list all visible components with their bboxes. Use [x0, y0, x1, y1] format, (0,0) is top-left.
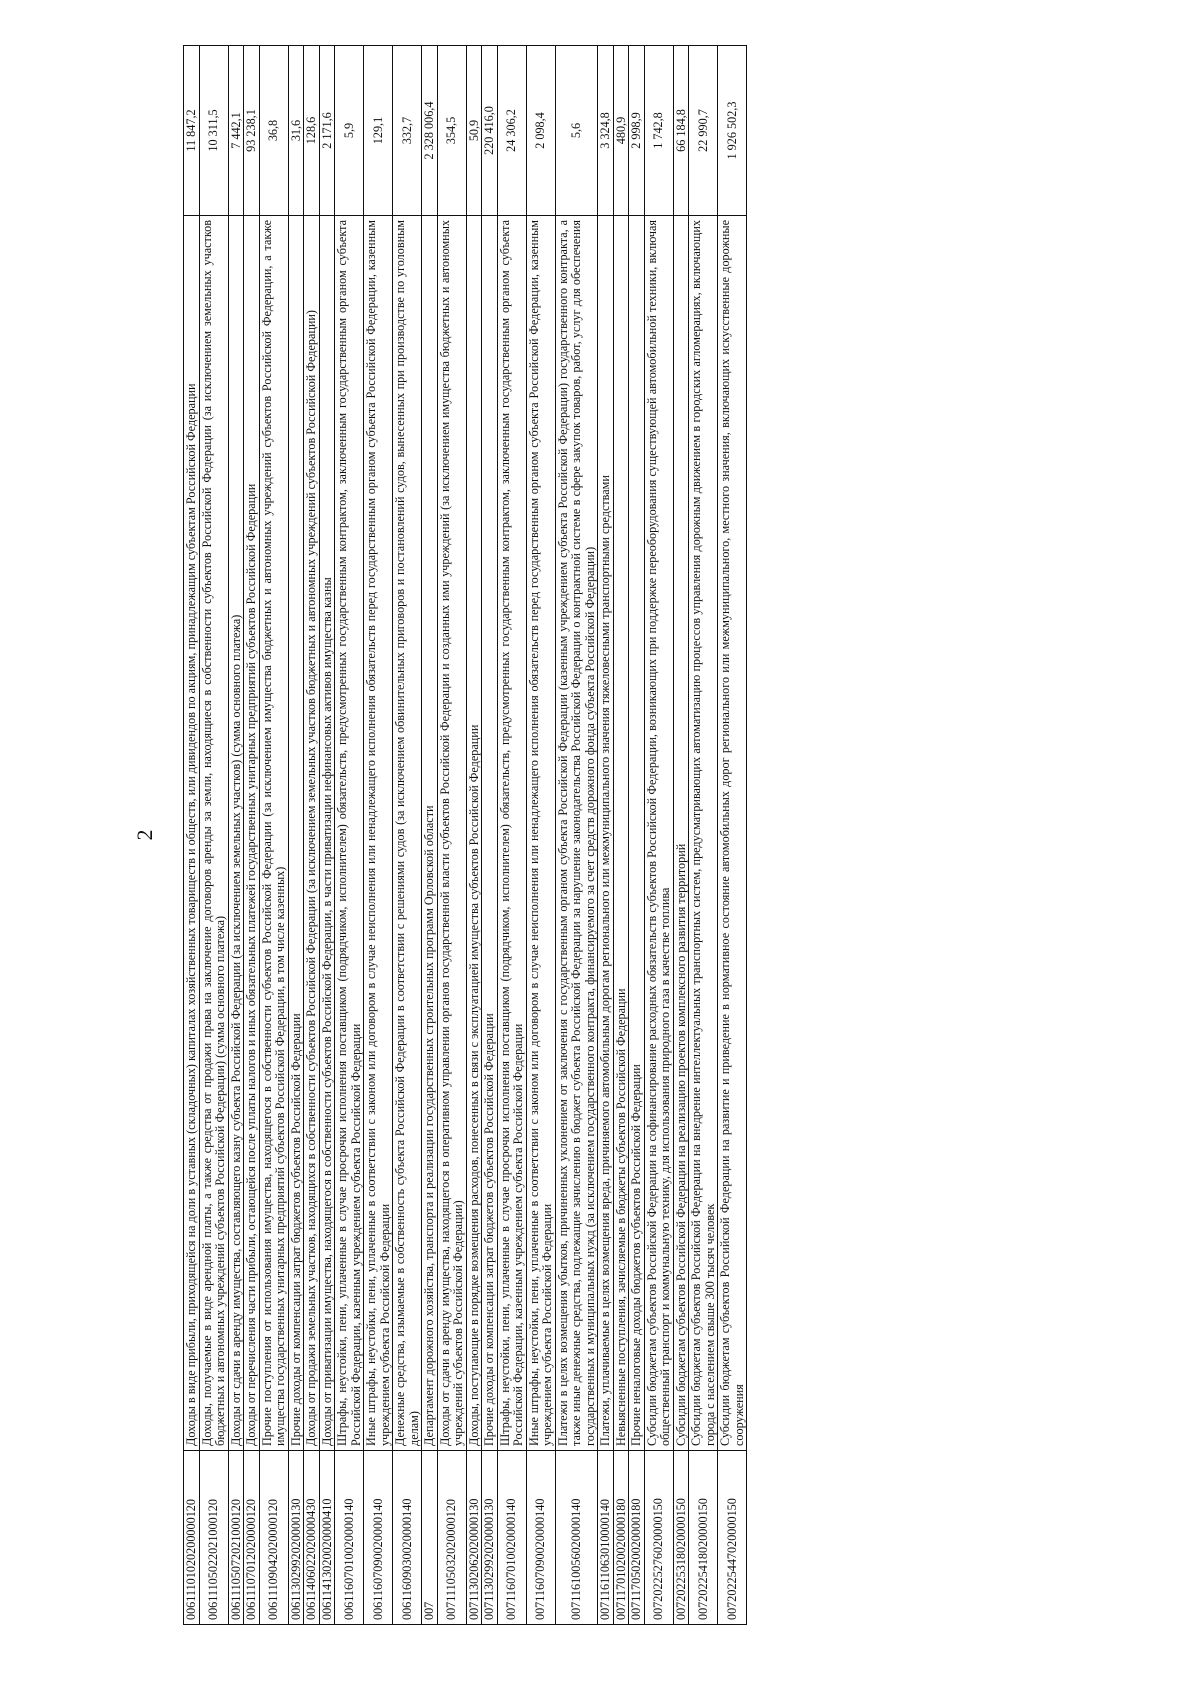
- amount-cell: 332,7: [393, 46, 422, 216]
- code-cell: 00611302992020000130: [288, 1451, 304, 1625]
- amount-cell: 220 416,0: [482, 46, 498, 216]
- amount-cell: 129,1: [364, 46, 393, 216]
- code-cell: 00611413020020000410: [319, 1451, 335, 1625]
- description-cell: Субсидии бюджетам субъектов Российской Федерации на софинансирование расходных обязательств субъектов Российской Федерации, возникающих при поддержке переоборудования существующей автомобильной техники, включая общественный транспорт и коммунальную технику, для использования природного газа в качестве топлива: [644, 216, 673, 1451]
- table-row: [259, 46, 288, 1625]
- description-cell: Прочие поступления от использования имущества, находящегося в собственности субъектов Российской Федерации (за исключением имущества бюджетных и автономных учреждений субъектов Российской Федерации, а также имущества государственных унитарных предприятий субъектов Российской Федерации, в том числе казенных): [259, 216, 288, 1451]
- table-row: [422, 46, 438, 1625]
- table-row: [244, 46, 260, 1625]
- description-cell: Штрафы, неустойки, пени, уплаченные в случае просрочки исполнения поставщиком (подрядчиком, исполнителем) обязательств, предусмотренных государственным контрактом, заключенным государственным органом субъекта Российской Федерации, казенным учреждением субъекта Российской Федерации: [335, 216, 364, 1451]
- description-cell: Субсидии бюджетам субъектов Российской Федерации на реализацию проектов комплексного развития территорий: [673, 216, 689, 1451]
- amount-cell: 2 171,6: [319, 46, 335, 216]
- table-row: [555, 46, 598, 1625]
- table-row: [689, 46, 718, 1625]
- table-row: [184, 46, 200, 1625]
- code-cell: 00711611063010000140: [598, 1451, 614, 1625]
- table-row: [482, 46, 498, 1625]
- table-row: [304, 46, 320, 1625]
- amount-cell: 10 311,5: [199, 46, 228, 216]
- amount-cell: 22 990,7: [689, 46, 718, 216]
- code-cell: 00720225447020000150: [718, 1451, 747, 1625]
- code-cell: 00720225276020000150: [644, 1451, 673, 1625]
- code-cell: 00611609030020000140: [393, 1451, 422, 1625]
- code-cell: 00611109042020000120: [259, 1451, 288, 1625]
- table-row: [319, 46, 335, 1625]
- table-row: [629, 46, 645, 1625]
- description-cell: Прочие неналоговые доходы бюджетов субъектов Российской Федерации: [629, 216, 645, 1451]
- amount-cell: 5,6: [555, 46, 598, 216]
- code-cell: 00611105022021000120: [199, 1451, 228, 1625]
- code-cell: 00711302062020000130: [466, 1451, 482, 1625]
- table-row: [718, 46, 747, 1625]
- amount-cell: 1 926 502,3: [718, 46, 747, 216]
- description-cell: Прочие доходы от компенсации затрат бюджетов субъектов Российской Федерации: [288, 216, 304, 1451]
- table-row: [364, 46, 393, 1625]
- code-cell: 00711607090020000140: [526, 1451, 555, 1625]
- table-row: [288, 46, 304, 1625]
- code-cell: 00711705020020000180: [629, 1451, 645, 1625]
- page-number: 2: [132, 829, 157, 841]
- code-cell: 00711610056020000140: [555, 1451, 598, 1625]
- code-cell: 00611107012020000120: [244, 1451, 260, 1625]
- description-cell: Доходы в виде прибыли, приходящейся на доли в уставных (складочных) капиталах хозяйственных товариществ и обществ, или дивидендов по акциям, принадлежащим субъектам Российской Федерации: [184, 216, 200, 1451]
- table-row: [497, 46, 526, 1625]
- description-cell: Департамент дорожного хозяйства, транспорта и реализации государственных строительных программ Орловской области: [422, 216, 438, 1451]
- table-row: [466, 46, 482, 1625]
- table-row: [613, 46, 629, 1625]
- rotated-page: [125, 45, 1145, 1625]
- table-body: [184, 46, 747, 1625]
- amount-cell: 36,8: [259, 46, 288, 216]
- amount-cell: 31,6: [288, 46, 304, 216]
- description-cell: Доходы, поступающие в порядке возмещения расходов, понесенных в связи с эксплуатацией имущества субъектов Российской Федерации: [466, 216, 482, 1451]
- description-cell: Иные штрафы, неустойки, пени, уплаченные в соответствии с законом или договором в случае неисполнения или ненадлежащего исполнения обязательств перед государственным органом субъекта Российской Федерации, казенным учреждением субъекта Российской Федерации: [526, 216, 555, 1451]
- amount-cell: 128,6: [304, 46, 320, 216]
- description-cell: Доходы от приватизации имущества, находящегося в собственности субъектов Российской Федерации, в части приватизации нефинансовых активов имущества казны: [319, 216, 335, 1451]
- code-cell: 00711607010020000140: [497, 1451, 526, 1625]
- description-cell: Доходы от продажи земельных участков, находящихся в собственности субъектов Российской Федерации (за исключением земельных участков бюджетных и автономных учреждений субъектов Российской Федерации): [304, 216, 320, 1451]
- table-row: [199, 46, 228, 1625]
- amount-cell: 11 847,2: [184, 46, 200, 216]
- description-cell: Невыясненные поступления, зачисляемые в бюджеты субъектов Российской Федерации: [613, 216, 629, 1451]
- table-row: [644, 46, 673, 1625]
- table-row: [228, 46, 244, 1625]
- description-cell: Иные штрафы, неустойки, пени, уплаченные в соответствии с законом или договором в случае неисполнения или ненадлежащего исполнения обязательств перед государственным органом субъекта Российской Федерации, казенным учреждением субъекта Российской Федерации: [364, 216, 393, 1451]
- amount-cell: 354,5: [437, 46, 466, 216]
- code-cell: 00711302992020000130: [482, 1451, 498, 1625]
- description-cell: Прочие доходы от компенсации затрат бюджетов субъектов Российской Федерации: [482, 216, 498, 1451]
- table-row: [673, 46, 689, 1625]
- amount-cell: 3 324,8: [598, 46, 614, 216]
- code-cell: 00611607090020000140: [364, 1451, 393, 1625]
- description-cell: Субсидии бюджетам субъектов Российской Федерации на внедрение интеллектуальных транспортных систем, предусматривающих автоматизацию процессов управления дорожным движением в городских агломерациях, включающих города с населением свыше 300 тысяч человек: [689, 216, 718, 1451]
- table-row: [393, 46, 422, 1625]
- amount-cell: 2 998,9: [629, 46, 645, 216]
- code-cell: 007: [422, 1451, 438, 1625]
- code-cell: 00611406022020000430: [304, 1451, 320, 1625]
- code-cell: 00611607010020000140: [335, 1451, 364, 1625]
- amount-cell: 50,9: [466, 46, 482, 216]
- amount-cell: 7 442,1: [228, 46, 244, 216]
- description-cell: Штрафы, неустойки, пени, уплаченные в случае просрочки исполнения поставщиком (подрядчиком, исполнителем) обязательств, предусмотренных государственным контрактом, заключенным государственным органом субъекта Российской Федерации, казенным учреждением субъекта Российской Федерации: [497, 216, 526, 1451]
- description-cell: Субсидии бюджетам субъектов Российской Федерации на развитие и приведение в нормативное состояние автомобильных дорог регионального или межмуниципального, местного значения, включающих искусственные дорожные сооружения: [718, 216, 747, 1451]
- description-cell: Доходы от перечисления части прибыли, остающейся после уплаты налогов и иных обязательных платежей государственных унитарных предприятий субъектов Российской Федерации: [244, 216, 260, 1451]
- code-cell: 00720225418020000150: [689, 1451, 718, 1625]
- amount-cell: 66 184,8: [673, 46, 689, 216]
- description-cell: Платежи, уплачиваемые в целях возмещения вреда, причиняемого автомобильным дорогам регионального или межмуниципального значения тяжеловесными транспортными средствами: [598, 216, 614, 1451]
- amount-cell: 480,9: [613, 46, 629, 216]
- description-cell: Доходы от сдачи в аренду имущества, составляющего казну субъекта Российской Федерации (за исключением земельных участков) (сумма основного платежа): [228, 216, 244, 1451]
- amount-cell: 2 098,4: [526, 46, 555, 216]
- code-cell: 00720225318020000150: [673, 1451, 689, 1625]
- description-cell: Платежи в целях возмещения убытков, причиненных уклонением от заключения с государственным органом субъекта Российской Федерации (казенным учреждением субъекта Российской Федерации) государственного контракта, а также иные денежные средства, подлежащие зачислению в бюджет субъекта Российской Федерации за нарушение законодательства Российской Федерации о контрактной системе в сфере закупок товаров, работ, услуг для обеспечения государственных и муниципальных нужд (за исключением государственного контракта, финансируемого за счет средств дорожного фонда субъекта Российской Федерации): [555, 216, 598, 1451]
- amount-cell: 5,9: [335, 46, 364, 216]
- description-cell: Доходы, получаемые в виде арендной платы, а также средства от продажи права на заключение договоров аренды за земли, находящиеся в собственности субъектов Российской Федерации (за исключением земельных участков бюджетных и автономных учреждений субъектов Российской Федерации) (сумма основного платежа): [199, 216, 228, 1451]
- code-cell: 00611101020200000120: [184, 1451, 200, 1625]
- description-cell: Доходы от сдачи в аренду имущества, находящегося в оперативном управлении органов государственной власти субъектов Российской Федерации и созданных ими учреждений (за исключением имущества бюджетных и автономных учреждений субъектов Российской Федерации): [437, 216, 466, 1451]
- amount-cell: 24 306,2: [497, 46, 526, 216]
- revenue-table: [183, 45, 747, 1625]
- table-row: [335, 46, 364, 1625]
- code-cell: 00611105072021000120: [228, 1451, 244, 1625]
- amount-cell: 2 328 006,4: [422, 46, 438, 216]
- table-row: [437, 46, 466, 1625]
- table-row: [598, 46, 614, 1625]
- amount-cell: 1 742,8: [644, 46, 673, 216]
- table-row: [526, 46, 555, 1625]
- amount-cell: 93 238,1: [244, 46, 260, 216]
- code-cell: 00711105032020000120: [437, 1451, 466, 1625]
- code-cell: 00711701020020000180: [613, 1451, 629, 1625]
- description-cell: Денежные средства, изымаемые в собственность субъекта Российской Федерации в соответствии с решениями судов (за исключением обвинительных приговоров и постановлений судов, вынесенных при производстве по уголовным делам): [393, 216, 422, 1451]
